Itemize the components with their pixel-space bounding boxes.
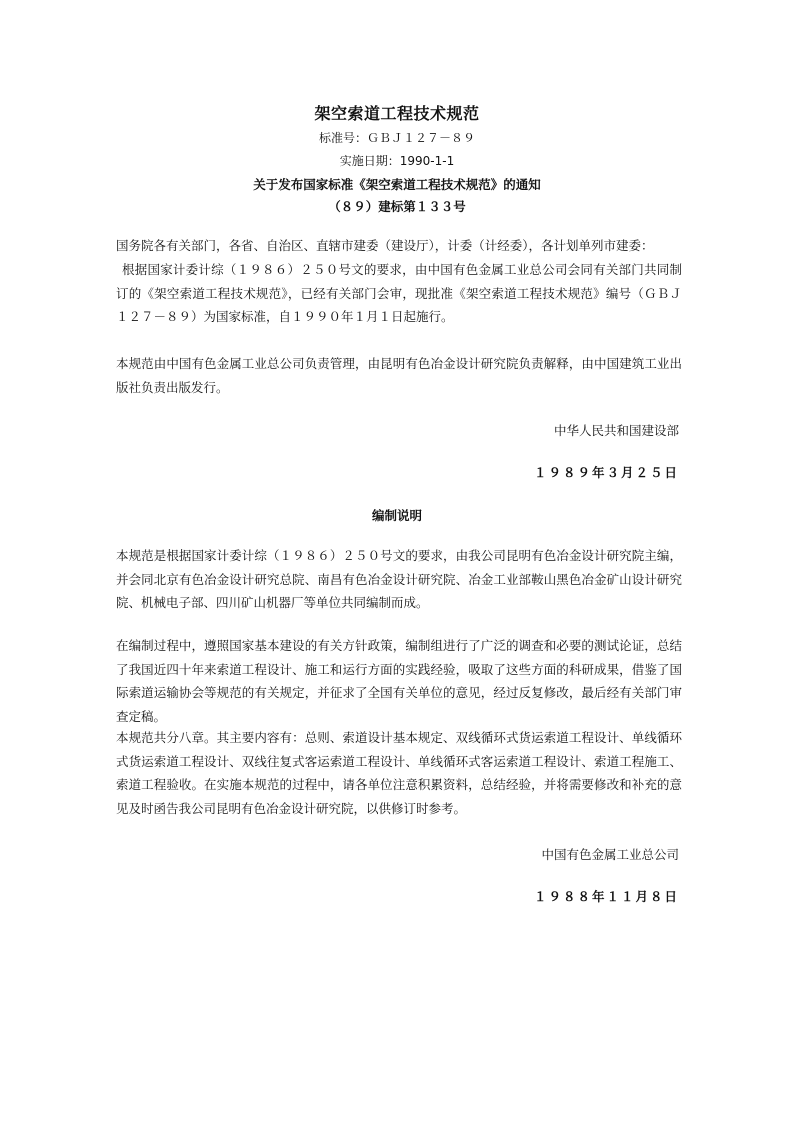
standard-number: 标准号：ＧＢＪ１２７－８９ [318, 131, 475, 145]
explanation-paragraph: 在编制过程中，遵照国家基本建设的有关方针政策，编制组进行了广泛的调查和必要的测试论证，总结了我国近四十年来索道工程设计、施工和运行方面的实践经验，吸取了这些方面的科研成果，借鉴了国际索道运输协会等规范的有关规定，并征求了全国有关单位的意见，经过反复修改，最后经有关部门审查定稿。 [116, 638, 682, 724]
notice-signature: 中华人民共和国建设部 [553, 423, 679, 438]
explanation-signature: 中国有色金属工业总公司 [541, 847, 679, 862]
notice-title: 关于发布国家标准《架空索道工程技术规范》的通知 [253, 177, 541, 192]
effective-date: 实施日期：1990-1-1 [339, 154, 455, 168]
notice-addressee: 国务院各有关部门，各省、自治区、直辖市建委（建设厅），计委（计经委），各计划单列市建委： [116, 238, 654, 253]
notice-number: （８９）建标第１３３号 [328, 199, 466, 214]
document-title: 架空索道工程技术规范 [314, 104, 480, 123]
notice-body-paragraph: 根据国家计委计综（１９８６）２５０号文的要求，由中国有色金属工业总公司会同有关部门共同制订的《架空索道工程技术规范》，已经有关部门会审，现批准《架空索道工程技术规范》编号（ＧＢＪ１２７－８９）为国家标准，自１９９０年１月１日起施行。 [116, 262, 682, 324]
explanation-paragraph: 本规范是根据国家计委计综（１９８６）２５０号文的要求，由我公司昆明有色冶金设计研究院主编，并会同北京有色冶金设计研究总院、南昌有色冶金设计研究院、冶金工业部鞍山黑色冶金矿山设计研究院、机械电子部、四川矿山机器厂等单位共同编制而成。 [116, 548, 682, 610]
notice-date: １９８９年３月２５日 [533, 465, 679, 480]
notice-body-paragraph: 本规范由中国有色金属工业总公司负责管理，由昆明有色冶金设计研究院负责解释，由中国建筑工业出版社负责出版发行。 [116, 356, 682, 395]
section-title: 编制说明 [371, 508, 422, 523]
explanation-paragraph: 本规范共分八章。其主要内容有：总则、索道设计基本规定、双线循环式货运索道工程设计、单线循环式货运索道工程设计、双线往复式客运索道工程设计、单线循环式客运索道工程设计、索道工程施工、索道工程验收。在实施本规范的过程中，请各单位注意积累资料，总结经验，并将需要修改和补充的意见及时函告我公司昆明有色冶金设计研究院，以供修订时参考。 [116, 730, 682, 816]
explanation-date: １９８８年１１月８日 [533, 889, 679, 904]
